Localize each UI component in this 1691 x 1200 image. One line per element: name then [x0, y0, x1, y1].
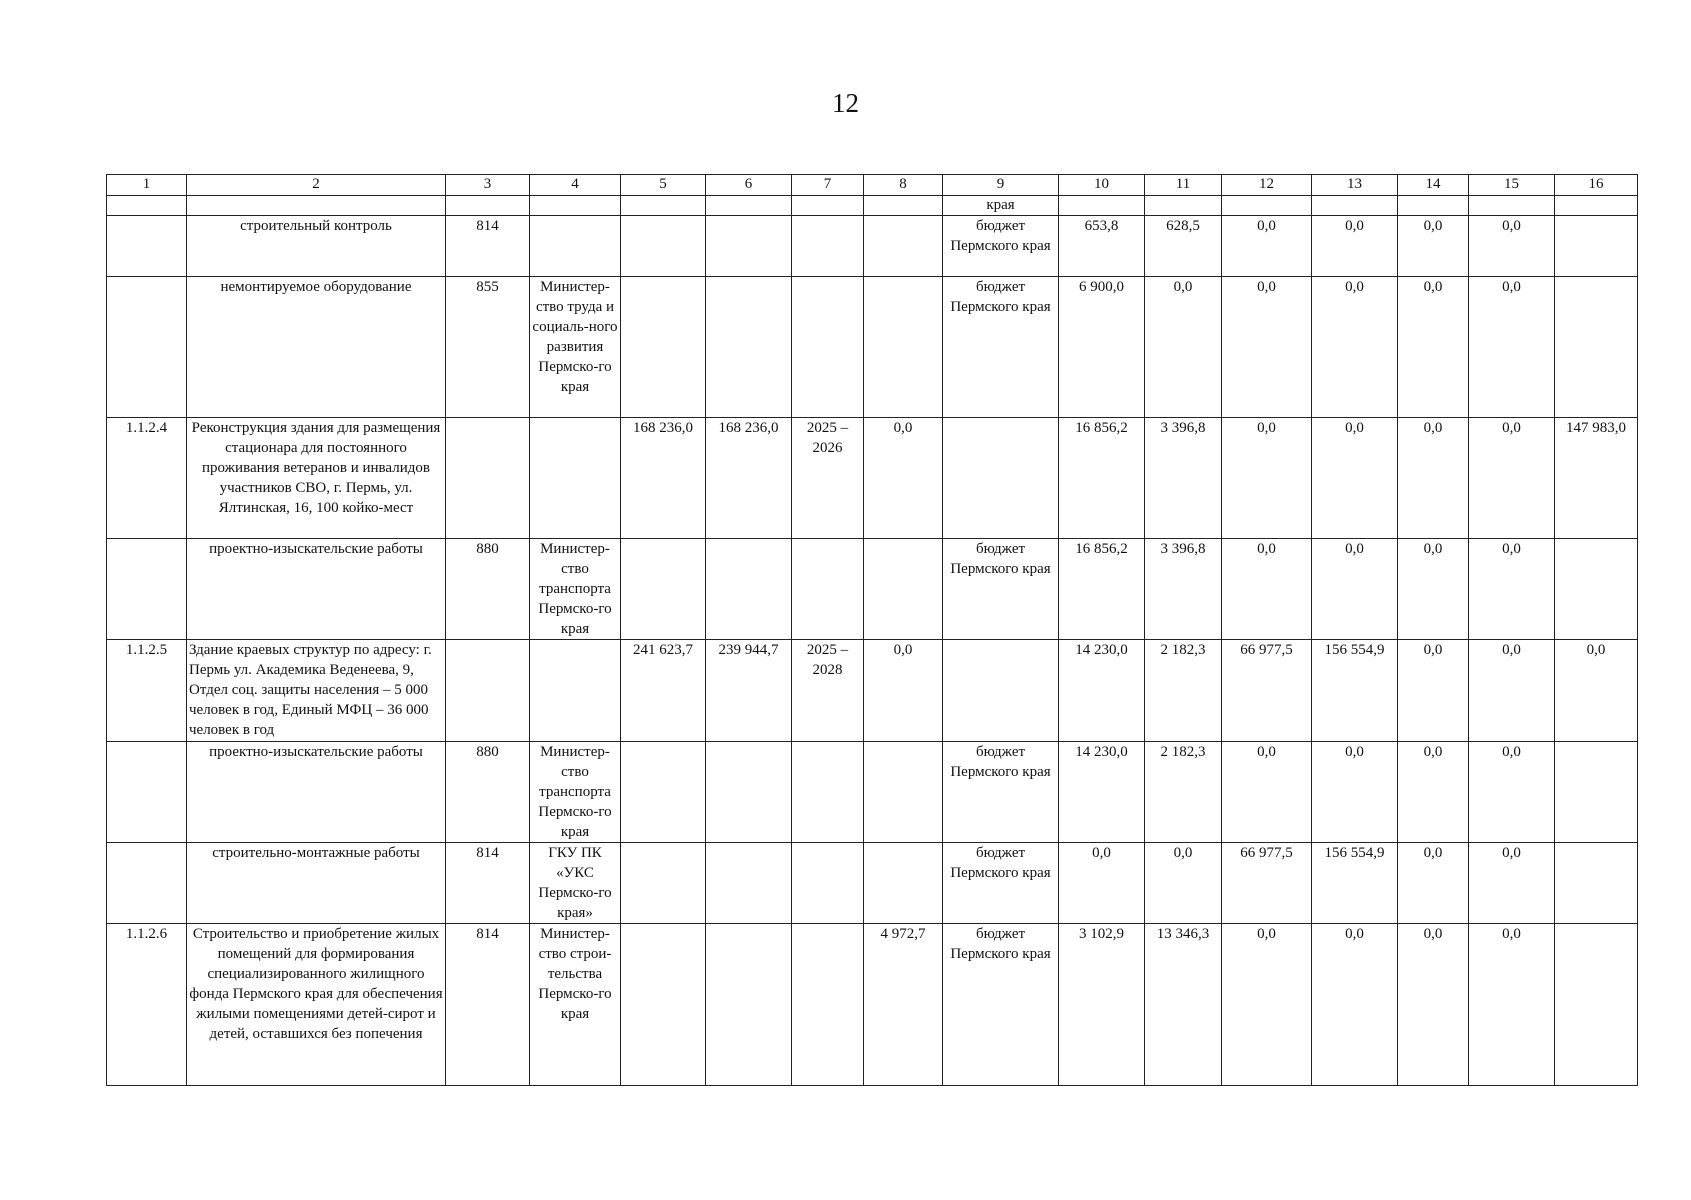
table-cell — [1555, 539, 1638, 640]
table-cell: 0,0 — [1398, 539, 1469, 640]
table-cell: 0,0 — [1312, 216, 1398, 277]
table-cell: Министер-ство строи-тельства Пермско-го края — [530, 924, 621, 1086]
table-cell — [792, 843, 864, 924]
table-cell — [706, 924, 792, 1086]
table-cell — [107, 216, 187, 277]
table-cell: 0,0 — [1312, 924, 1398, 1086]
table-row — [107, 924, 1638, 1086]
table-cell: 2 182,3 — [1145, 742, 1222, 843]
table-cell — [706, 843, 792, 924]
table-cell: 6 900,0 — [1059, 277, 1145, 418]
table-cell: 0,0 — [1469, 742, 1555, 843]
table-cell: 0,0 — [1222, 418, 1312, 539]
table-cell — [792, 539, 864, 640]
table-row — [107, 277, 1638, 418]
table-cell — [864, 196, 943, 216]
table-cell: 0,0 — [1312, 418, 1398, 539]
table-cell: 168 236,0 — [706, 418, 792, 539]
table-cell — [706, 196, 792, 216]
table-cell — [864, 539, 943, 640]
table-cell — [1555, 196, 1638, 216]
table-cell: 0,0 — [1222, 742, 1312, 843]
column-number-cell: 4 — [530, 175, 621, 196]
table-cell — [1555, 843, 1638, 924]
table-cell — [1555, 277, 1638, 418]
table-cell: 66 977,5 — [1222, 843, 1312, 924]
table-cell: 0,0 — [1222, 539, 1312, 640]
column-number-cell: 7 — [792, 175, 864, 196]
table-cell: бюджет Пермского края — [943, 216, 1059, 277]
table-cell: 0,0 — [1469, 924, 1555, 1086]
table-cell — [1555, 924, 1638, 1086]
table-cell — [107, 843, 187, 924]
table-cell — [107, 742, 187, 843]
table-cell — [187, 196, 446, 216]
column-number-cell: 8 — [864, 175, 943, 196]
table-cell — [107, 539, 187, 640]
table-cell: 239 944,7 — [706, 640, 792, 742]
table-cell: 0,0 — [1469, 277, 1555, 418]
table-cell — [1469, 196, 1555, 216]
table-cell — [530, 216, 621, 277]
table-cell: ГКУ ПК «УКС Пермско-го края» — [530, 843, 621, 924]
table-cell: 156 554,9 — [1312, 843, 1398, 924]
column-number-cell: 15 — [1469, 175, 1555, 196]
table-cell: бюджет Пермского края — [943, 539, 1059, 640]
budget-table — [106, 174, 1638, 1086]
table-cell: 0,0 — [1469, 843, 1555, 924]
table-cell: 0,0 — [1469, 216, 1555, 277]
column-number-row — [107, 175, 1638, 196]
table-cell — [621, 742, 706, 843]
table-row — [107, 539, 1638, 640]
table-cell: 855 — [446, 277, 530, 418]
table-cell: 0,0 — [1398, 216, 1469, 277]
table-cell: 0,0 — [1555, 640, 1638, 742]
table-cell — [706, 539, 792, 640]
column-number-cell: 1 — [107, 175, 187, 196]
table-cell: проектно-изыскательские работы — [187, 539, 446, 640]
table-cell: немонтируемое оборудование — [187, 277, 446, 418]
table-cell: 0,0 — [1398, 418, 1469, 539]
table-cell: 168 236,0 — [621, 418, 706, 539]
table-cell: 814 — [446, 216, 530, 277]
table-cell — [621, 843, 706, 924]
column-number-cell: 11 — [1145, 175, 1222, 196]
table-cell: 880 — [446, 742, 530, 843]
column-number-cell: 9 — [943, 175, 1059, 196]
table-cell: 0,0 — [1312, 539, 1398, 640]
table-cell: 0,0 — [1469, 640, 1555, 742]
table-cell — [621, 539, 706, 640]
table-cell: 814 — [446, 924, 530, 1086]
column-number-cell: 12 — [1222, 175, 1312, 196]
table-cell — [706, 742, 792, 843]
table-cell: строительно-монтажные работы — [187, 843, 446, 924]
table-cell: проектно-изыскательские работы — [187, 742, 446, 843]
table-cell: 2 182,3 — [1145, 640, 1222, 742]
table-cell: 0,0 — [1469, 418, 1555, 539]
table-cell: строительный контроль — [187, 216, 446, 277]
table-cell — [446, 196, 530, 216]
table-cell — [943, 418, 1059, 539]
table-cell — [1145, 196, 1222, 216]
table-cell: 1.1.2.6 — [107, 924, 187, 1086]
table-cell — [864, 277, 943, 418]
table-cell: 0,0 — [1312, 277, 1398, 418]
table-row — [107, 742, 1638, 843]
table-cell — [530, 196, 621, 216]
table-cell — [1398, 196, 1469, 216]
table-cell: 147 983,0 — [1555, 418, 1638, 539]
table-cell: 0,0 — [1398, 742, 1469, 843]
table-cell — [706, 277, 792, 418]
table-cell: 13 346,3 — [1145, 924, 1222, 1086]
table-cell — [1555, 742, 1638, 843]
table-cell: 880 — [446, 539, 530, 640]
column-number-cell: 6 — [706, 175, 792, 196]
table-cell: 14 230,0 — [1059, 742, 1145, 843]
column-number-cell: 2 — [187, 175, 446, 196]
table-cell — [530, 640, 621, 742]
table-row — [107, 640, 1638, 742]
table-cell: 2025 – 2026 — [792, 418, 864, 539]
table-cell: Здание краевых структур по адресу: г. Пермь ул. Академика Веденеева, 9, Отдел соц. защиты населения – 5 000 человек в год, Единый МФЦ – 36 000 человек в год — [187, 640, 446, 742]
table-cell: Министер-ство труда и социаль-ного развития Пермско-го края — [530, 277, 621, 418]
table-cell: 3 102,9 — [1059, 924, 1145, 1086]
table-cell — [1555, 216, 1638, 277]
table-cell: бюджет Пермского края — [943, 924, 1059, 1086]
table-cell — [621, 216, 706, 277]
table-row — [107, 843, 1638, 924]
table-cell: 0,0 — [1398, 277, 1469, 418]
table-cell: 0,0 — [1398, 843, 1469, 924]
table-cell: 241 623,7 — [621, 640, 706, 742]
column-number-cell: 14 — [1398, 175, 1469, 196]
table-cell — [1222, 196, 1312, 216]
table-cell — [1059, 196, 1145, 216]
table-row — [107, 418, 1638, 539]
table-cell — [864, 843, 943, 924]
table-row — [107, 216, 1638, 277]
table-cell: 0,0 — [864, 640, 943, 742]
table-cell: 16 856,2 — [1059, 418, 1145, 539]
table-cell: 0,0 — [1398, 924, 1469, 1086]
table-cell: 628,5 — [1145, 216, 1222, 277]
column-number-cell: 10 — [1059, 175, 1145, 196]
table-cell — [107, 196, 187, 216]
page-number: 12 — [832, 88, 859, 118]
table-cell: 3 396,8 — [1145, 418, 1222, 539]
table-cell — [792, 277, 864, 418]
table-cell — [792, 742, 864, 843]
table-cell: 66 977,5 — [1222, 640, 1312, 742]
table-cell — [1312, 196, 1398, 216]
table-cell: бюджет Пермского края — [943, 742, 1059, 843]
column-number-cell: 16 — [1555, 175, 1638, 196]
table-cell: 16 856,2 — [1059, 539, 1145, 640]
table-cell — [792, 924, 864, 1086]
table-cell: 0,0 — [1312, 742, 1398, 843]
table-cell — [107, 277, 187, 418]
table-cell — [621, 277, 706, 418]
table-cell — [446, 640, 530, 742]
table-cell: Реконструкция здания для размещения стационара для постоянного проживания ветеранов и инвалидов участников СВО, г. Пермь, ул. Ялтинская, 16, 100 койко-мест — [187, 418, 446, 539]
table-cell: 0,0 — [1145, 277, 1222, 418]
table-cell — [446, 418, 530, 539]
table-cell — [792, 216, 864, 277]
table-cell — [864, 216, 943, 277]
table-cell — [706, 216, 792, 277]
table-cell: 1.1.2.4 — [107, 418, 187, 539]
table-cell: 4 972,7 — [864, 924, 943, 1086]
column-number-cell: 5 — [621, 175, 706, 196]
table-cell: 814 — [446, 843, 530, 924]
table-cell: Министер-ство транспорта Пермско-го края — [530, 539, 621, 640]
table-cell — [621, 196, 706, 216]
column-number-cell: 3 — [446, 175, 530, 196]
table-cell: 2025 – 2028 — [792, 640, 864, 742]
table-cell: 3 396,8 — [1145, 539, 1222, 640]
table-cell — [530, 418, 621, 539]
table-cell: 0,0 — [864, 418, 943, 539]
table-cell: бюджет Пермского края — [943, 843, 1059, 924]
table-cell: Строительство и приобретение жилых помещений для формирования специализированного жилищного фонда Пермского края для обеспечения жилыми помещениями детей-сирот и детей, оставшихся без попечения — [187, 924, 446, 1086]
table-cell: 14 230,0 — [1059, 640, 1145, 742]
column-number-cell: 13 — [1312, 175, 1398, 196]
table-cell: Министер-ство транспорта Пермско-го края — [530, 742, 621, 843]
table-cell: 0,0 — [1222, 277, 1312, 418]
table-cell: 0,0 — [1469, 539, 1555, 640]
table-cell: бюджет Пермского края — [943, 277, 1059, 418]
table-cell — [621, 924, 706, 1086]
table-cell: 0,0 — [1398, 640, 1469, 742]
table-cell: 0,0 — [1059, 843, 1145, 924]
table-cell: 653,8 — [1059, 216, 1145, 277]
table-cell: края — [943, 196, 1059, 216]
table-cell: 0,0 — [1222, 216, 1312, 277]
table-row — [107, 196, 1638, 216]
table-cell — [864, 742, 943, 843]
table-cell — [943, 640, 1059, 742]
table-cell: 0,0 — [1145, 843, 1222, 924]
table-cell — [792, 196, 864, 216]
table-cell: 156 554,9 — [1312, 640, 1398, 742]
table-cell: 1.1.2.5 — [107, 640, 187, 742]
table-cell: 0,0 — [1222, 924, 1312, 1086]
